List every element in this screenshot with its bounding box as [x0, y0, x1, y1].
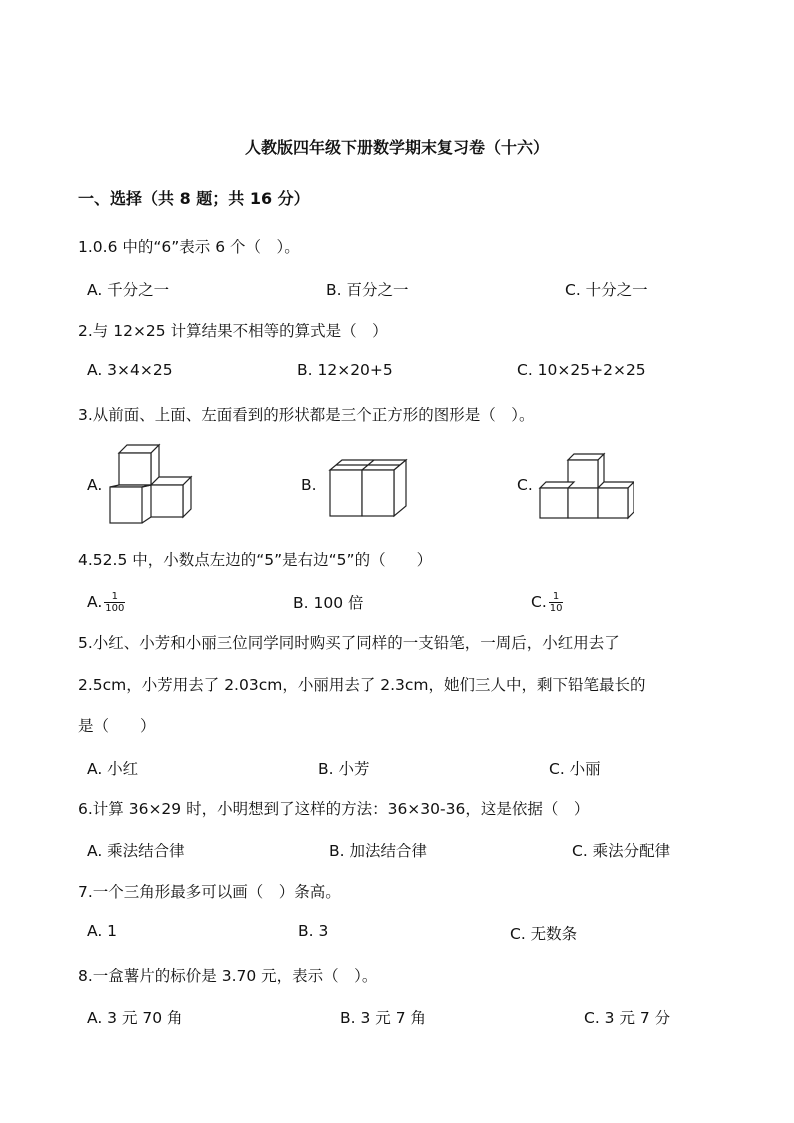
question-8-option-b[interactable]: B. 3 元 7 角 [340, 1009, 426, 1027]
question-5-option-c[interactable]: C. 小丽 [549, 760, 601, 778]
question-7-option-b[interactable]: B. 3 [298, 922, 329, 940]
question-4-text: 4.52.5 中，小数点左边的“5”是右边“5”的（ ） [78, 551, 433, 569]
fraction-numerator: 1 [104, 591, 125, 603]
question-7-option-a[interactable]: A. 1 [87, 922, 118, 940]
question-1-text: 1.0.6 中的“6”表示 6 个（ ）。 [78, 238, 300, 256]
question-2-text: 2.与 12×25 计算结果不相等的算式是（ ） [78, 322, 388, 340]
question-1-option-c[interactable]: C. 十分之一 [565, 281, 648, 299]
cube-figure-b [326, 458, 411, 520]
page-title: 人教版四年级下册数学期末复习卷（十六） [244, 138, 549, 157]
question-4-option-a-label: A. [87, 593, 103, 611]
question-1-option-b[interactable]: B. 百分之一 [326, 281, 409, 299]
fraction-denominator: 100 [105, 603, 125, 614]
question-5-text-line-1: 5.小红、小芳和小丽三位同学同时购买了同样的一支铅笔，一周后，小红用去了 [78, 634, 620, 652]
question-4-option-c-label: C. [531, 593, 547, 611]
question-8-option-a[interactable]: A. 3 元 70 角 [87, 1009, 183, 1027]
question-3-option-c[interactable]: C. [517, 476, 533, 494]
question-4-option-b[interactable]: B. 100 倍 [293, 594, 364, 612]
section-heading: 一、选择（共 8 题；共 16 分） [78, 189, 310, 208]
question-5-option-b[interactable]: B. 小芳 [318, 760, 370, 778]
question-7-option-c[interactable]: C. 无数条 [510, 925, 578, 943]
question-7-text: 7.一个三角形最多可以画（ ）条高。 [78, 883, 341, 901]
question-5-option-a[interactable]: A. 小红 [87, 760, 139, 778]
fraction-denominator: 10 [549, 603, 563, 614]
fraction-one-tenth [549, 591, 564, 614]
question-6-option-a[interactable]: A. 乘法结合律 [87, 842, 185, 860]
cube-figure-a [106, 443, 196, 528]
question-3-option-b[interactable]: B. [301, 476, 317, 494]
question-5-text-line-3: 是（ ） [78, 717, 156, 735]
question-2-option-c[interactable]: C. 10×25+2×25 [517, 361, 646, 379]
fraction-numerator: 1 [549, 591, 564, 603]
question-6-text: 6.计算 36×29 时，小明想到了这样的方法：36×30-36，这是依据（ ） [78, 800, 590, 818]
question-4-option-c[interactable] [531, 591, 563, 614]
question-1-option-a[interactable]: A. 千分之一 [87, 281, 170, 299]
question-3-text: 3.从前面、上面、左面看到的形状都是三个正方形的图形是（ ）。 [78, 406, 535, 424]
fraction-one-hundredth [104, 591, 125, 614]
question-8-option-c[interactable]: C. 3 元 7 分 [584, 1009, 671, 1027]
cube-figure-c [538, 452, 634, 522]
question-8-text: 8.一盒薯片的标价是 3.70 元，表示（ ）。 [78, 967, 378, 985]
question-4-option-a[interactable] [87, 591, 125, 614]
question-2-option-a[interactable]: A. 3×4×25 [87, 361, 173, 379]
question-3-option-a[interactable]: A. [87, 476, 103, 494]
question-6-option-c[interactable]: C. 乘法分配律 [572, 842, 671, 860]
question-5-text-line-2: 2.5cm，小芳用去了 2.03cm，小丽用去了 2.3cm，她们三人中，剩下铅笔最长的 [78, 676, 646, 694]
question-2-option-b[interactable]: B. 12×20+5 [297, 361, 393, 379]
question-6-option-b[interactable]: B. 加法结合律 [329, 842, 427, 860]
